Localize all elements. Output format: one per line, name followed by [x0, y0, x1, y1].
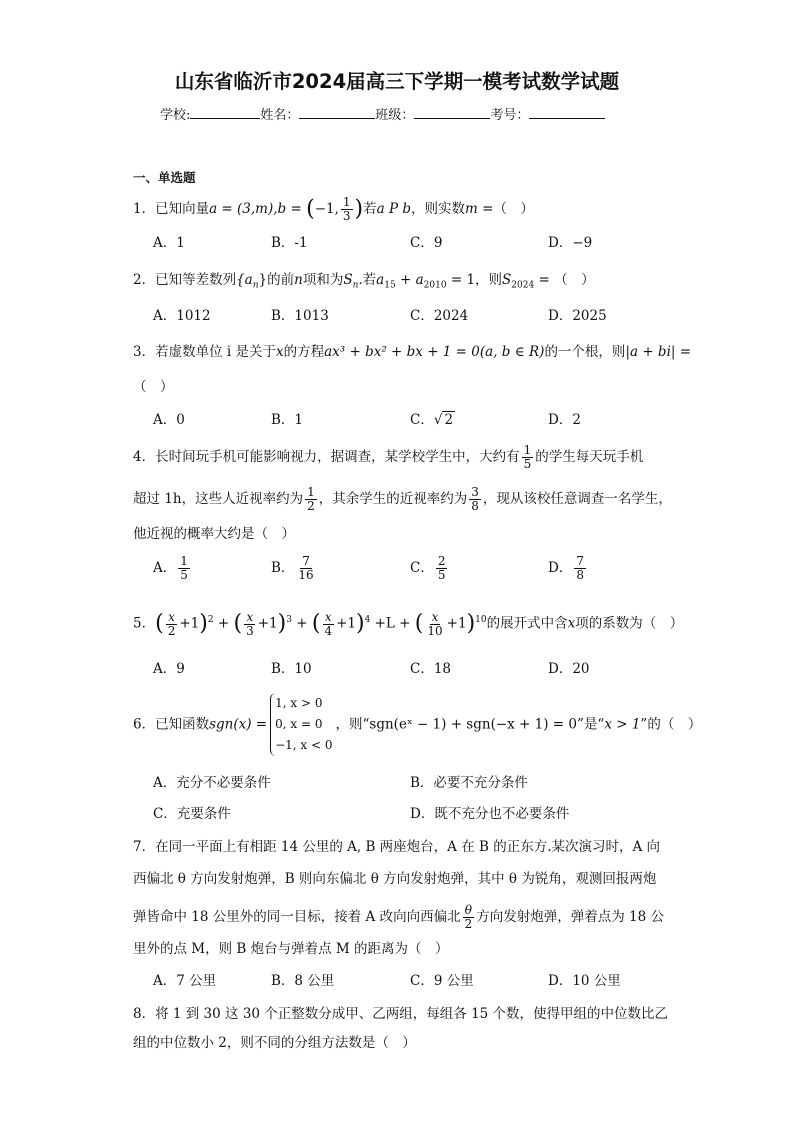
student-info-row: [160, 104, 605, 123]
q5-option-d[interactable]: D．20: [548, 661, 590, 677]
q2-option-a[interactable]: A．1012: [153, 308, 211, 324]
school-blank[interactable]: [190, 104, 260, 119]
exam-no-blank[interactable]: [529, 104, 605, 119]
question-5: 5．( $\frac{x}{2}$ +1)$^2$ + ( $\frac{x}{3}$ +1)$^3$ + ( $\frac{x}{4}$ +1)$^4$ +L + ( $\frac{x}{10}$ +1)$^{10}$的展开式中含x项的系数为（ ）: [133, 609, 684, 638]
question-1: 1．已知向量a = (3,m),b = (−1, $\frac{1}{3}$ )若a P b，则实数m =（ ）: [133, 195, 534, 223]
q3-option-b[interactable]: B．1: [271, 412, 304, 428]
q2-option-c[interactable]: C．2024: [410, 308, 469, 324]
q3-option-c[interactable]: C．√ 2: [410, 412, 454, 428]
q3-option-a[interactable]: A．0: [153, 412, 185, 428]
q7-option-b[interactable]: B．8 公里: [271, 973, 335, 989]
name-label: 姓名：: [260, 108, 300, 123]
question-7-line4: 里外的点 M，则 B 炮台与弹着点 M 的距离为（ ）: [133, 941, 449, 957]
class-label: 班级：: [375, 108, 415, 123]
page-title: 山东省临沂市2024届高三下学期一模考试数学试题: [174, 70, 620, 93]
q1-option-a[interactable]: A．1: [153, 235, 185, 251]
question-6: 6．已知函数sgn(x) = 1, x > 0 0, x = 0 −1, x < 0 ，则“sgn(eˣ − 1) + sgn(−x + 1) = 0”是“x > 1”的（ ）: [133, 693, 701, 756]
question-4-line3: 他近视的概率大约是（ ）: [133, 526, 295, 542]
q5-option-a[interactable]: A．9: [153, 661, 185, 677]
question-4-line1: 4．长时间玩手机可能影响视力，据调查，某学校学生中，大约有 $\frac{1}{5}$ 的学生每天玩手机: [133, 443, 644, 471]
question-8-line1: 8．将 1 到 30 这 30 个正整数分成甲、乙两组，每组各 15 个数，使得甲组的中位数比乙: [133, 1006, 669, 1022]
q4-option-a[interactable]: A． $\frac{1}{5}$: [153, 554, 188, 582]
q1-option-d[interactable]: D．−9: [548, 235, 593, 251]
q1-option-b[interactable]: B．-1: [271, 235, 308, 251]
q5-option-c[interactable]: C．18: [410, 661, 452, 677]
q2-option-b[interactable]: B．1013: [271, 308, 329, 324]
q4-option-d[interactable]: D． $\frac{7}{8}$: [548, 554, 584, 582]
question-2: 2．已知等差数列$\{a_n\}$的前n项和为$S_n$.若$a_{15} + a_{2010} = 1$，则$S_{2024}$ = （ ）: [133, 272, 595, 291]
q6-option-d[interactable]: D．既不充分也不必要条件: [410, 806, 570, 822]
q7-option-a[interactable]: A．7 公里: [153, 973, 217, 989]
question-7-line2: 西偏北 θ 方向发射炮弹，B 则向东偏北 θ 方向发射炮弹，其中 θ 为锐角，观测回报两炮: [133, 871, 657, 887]
question-7-line1: 7．在同一平面上有相距 14 公里的 A, B 两座炮台，A 在 B 的正东方.某次演习时，A 向: [133, 839, 661, 855]
q5-option-b[interactable]: B．10: [271, 661, 312, 677]
q4-option-c[interactable]: C． $\frac{2}{5}$: [410, 554, 446, 582]
question-3: 3．若虚数单位 i 是关于x的方程ax³ + bx² + bx + 1 = 0(a, b ∈ R)的一个根，则|a + bi| =: [133, 344, 692, 360]
q4-option-b[interactable]: B． $\frac{7}{16}$: [271, 554, 314, 582]
exam-no-label: 考号：: [490, 108, 530, 123]
class-blank[interactable]: [414, 104, 490, 119]
q7-option-d[interactable]: D．10 公里: [548, 973, 621, 989]
q2-option-d[interactable]: D．2025: [548, 308, 607, 324]
q6-option-c[interactable]: C．充要条件: [153, 806, 231, 822]
q6-option-b[interactable]: B．必要不充分条件: [410, 775, 528, 791]
question-3-line2: （ ）: [133, 379, 174, 395]
q1-option-c[interactable]: C．9: [410, 235, 443, 251]
school-label: 学校:: [160, 108, 191, 123]
question-7-line3: 弹皆命中 18 公里外的同一目标，接着 A 改向向西偏北 $\frac{\theta}{2}$ 方向发射炮弹，弹着点为 18 公: [133, 903, 664, 931]
question-8-line2: 组的中位数小 2，则不同的分组方法数是（ ）: [133, 1035, 416, 1051]
question-4-line2: 超过 1h，这些人近视率约为 $\frac{1}{2}$ ，其余学生的近视率约为 $\frac{3}{8}$ ，现从该校任意调查一名学生，: [133, 485, 672, 513]
name-blank[interactable]: [299, 104, 375, 119]
q6-option-a[interactable]: A．充分不必要条件: [153, 775, 271, 791]
section-title: 一、单选题: [133, 170, 196, 185]
q3-option-d[interactable]: D．2: [548, 412, 581, 428]
q7-option-c[interactable]: C．9 公里: [410, 973, 474, 989]
